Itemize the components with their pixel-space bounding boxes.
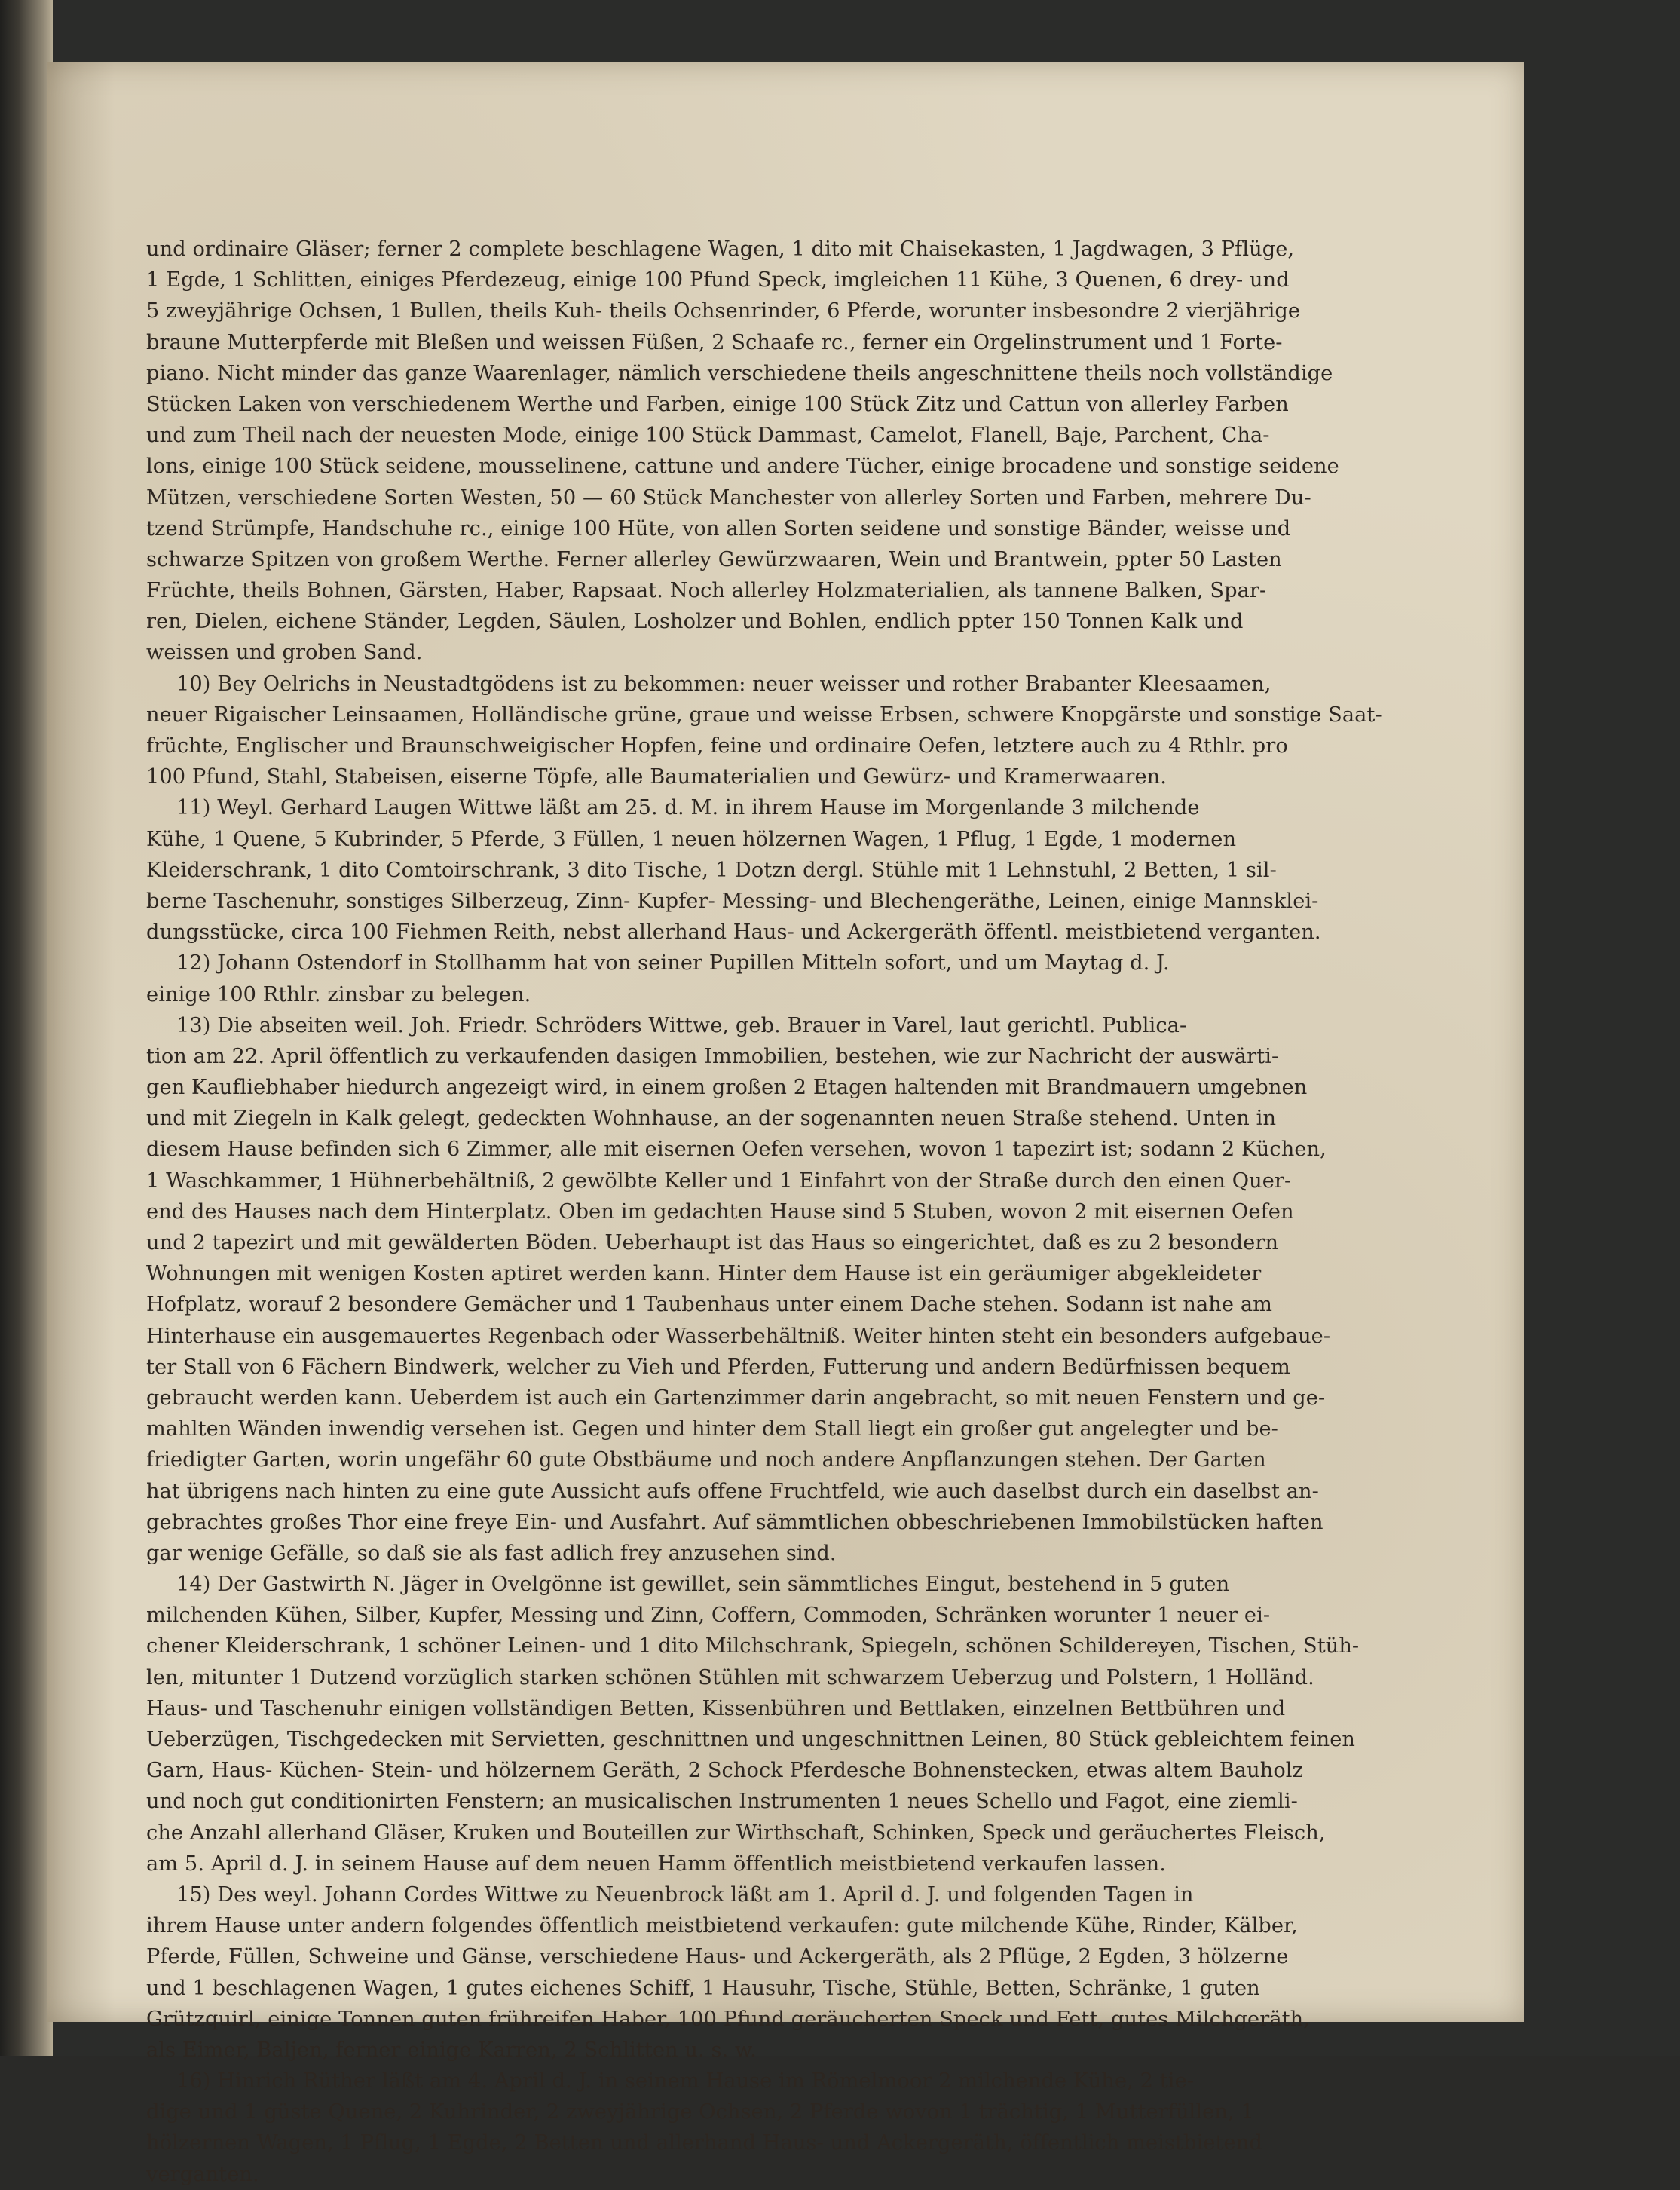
text-line: gar wenige Gefälle, so daß sie als fast adlich frey anzusehen sind. bbox=[146, 1541, 837, 1565]
text-line: und zum Theil nach der neuesten Mode, einige 100 Stück Dammast, Camelot, Flanell, Baje, Parchent, Cha- bbox=[146, 424, 1270, 448]
text-line: Haus- und Taschenuhr einigen vollständigen Betten, Kissenbühren und Bettlaken, einzelnen Bettbühren und bbox=[146, 1696, 1286, 1720]
text-line: tzend Strümpfe, Handschuhe rc., einige 100 Hüte, von allen Sorten seidene und sonstige Bänder, weisse und bbox=[146, 516, 1291, 541]
text-line: piano. Nicht minder das ganze Waarenlager, nämlich verschiedene theils angeschnittene theils noch vollständige bbox=[146, 361, 1333, 385]
text-line: ren, Dielen, eichene Ständer, Legden, Säulen, Losholzer und Bohlen, endlich ppter 150 Tonnen Kalk und bbox=[146, 610, 1244, 634]
text-line: 14) Der Gastwirth N. Jäger in Ovelgönne ist gewillet, sein sämmtliches Eingut, bestehend in 5 guten bbox=[176, 1573, 1230, 1597]
text-line: chener Kleiderschrank, 1 schöner Leinen- und 1 dito Milchschrank, Spiegeln, schönen Schildereyen, Tischen, Stüh- bbox=[146, 1634, 1360, 1659]
text-line: Pferde, Füllen, Schweine und Gänse, verschiedene Haus- und Ackergeräth, als 2 Pflüge, 2 Egden, 3 hölzerne bbox=[146, 1945, 1289, 1969]
text-line: 15) Des weyl. Johann Cordes Wittwe zu Neuenbrock läßt am 1. April d. J. und folgenden Tagen in bbox=[176, 1882, 1194, 1907]
text-line: braune Mutterpferde mit Bleßen und weissen Füßen, 2 Schaafe rc., ferner ein Orgelinstrument und 1 Forte- bbox=[146, 330, 1283, 354]
text-line: 13) Die abseiten weil. Joh. Friedr. Schröders Wittwe, geb. Brauer in Varel, laut gerichtl. Publica- bbox=[176, 1013, 1187, 1037]
left-page-edge bbox=[0, 0, 53, 2056]
text-line: lons, einige 100 Stück seidene, mousselinene, cattune und andere Tücher, einige brocadene und sonstige seidene bbox=[146, 455, 1339, 479]
text-line: dungsstücke, circa 100 Fiehmen Reith, nebst allerhand Haus- und Ackergeräth öffentl. meistbietend verganten. bbox=[146, 920, 1321, 945]
text-line: 10) Bey Oelrichs in Neustadtgödens ist zu bekommen: neuer weisser und rother Brabanter Kleesaamen, bbox=[176, 672, 1271, 696]
text-line: verganten. bbox=[146, 2162, 259, 2186]
text-line: und noch gut conditionirten Fenstern; an musicalischen Instrumenten 1 neues Schello und Fagot, eine ziemli- bbox=[146, 1790, 1298, 1814]
text-line: 11) Weyl. Gerhard Laugen Wittwe läßt am 25. d. M. in ihrem Hause im Morgenlande 3 milchende bbox=[176, 796, 1200, 820]
text-line: Kleiderschrank, 1 dito Comtoirschrank, 3 dito Tische, 1 Dotzn dergl. Stühle mit 1 Lehnstuhl, 2 Betten, 1 sil- bbox=[146, 858, 1277, 882]
page-text bbox=[146, 234, 1443, 2186]
text-line: friedigter Garten, worin ungefähr 60 gute Obstbäume und noch andere Anpflanzungen stehen. Der Garten bbox=[146, 1448, 1266, 1472]
text-line: Ueberzügen, Tischgedecken mit Servietten, geschnittnen und ungeschnittnen Leinen, 80 Stück gebleichtem feinen bbox=[146, 1728, 1356, 1751]
text-line: gen Kaufliebhaber hiedurch angezeigt wird, in einem großen 2 Etagen haltenden mit Brandmauern umgebnen bbox=[146, 1076, 1308, 1100]
text-line: hat übrigens nach hinten zu eine gute Aussicht aufs offene Fruchtfeld, wie auch daselbst durch ein daselbst an- bbox=[146, 1479, 1319, 1503]
text-line: 1 Waschkammer, 1 Hühnerbehältniß, 2 gewölbte Keller und 1 Einfahrt von der Straße durch den einen Quer- bbox=[146, 1169, 1292, 1193]
text-line: und mit Ziegeln in Kalk gelegt, gedeckten Wohnhause, an der sogenannten neuen Straße stehend. Unten in bbox=[146, 1107, 1277, 1131]
text-line: ihrem Hause unter andern folgendes öffentlich meistbietend verkaufen: gute milchende Kühe, Rinder, Kälber, bbox=[146, 1914, 1298, 1938]
text-line: am 5. April d. J. in seinem Hause auf dem neuen Hamm öffentlich meistbietend verkaufen lassen. bbox=[146, 1852, 1166, 1876]
text-line: hölzernen Wagen, 1 Pflug, 1 Egde, 2 Betten und allerhand Haus- und Ackergeräth, öffentlich meistbietend bbox=[146, 2131, 1262, 2155]
text-line: gebraucht werden kann. Ueberdem ist auch ein Gartenzimmer darin angebracht, so mit neuen Fenstern und ge- bbox=[146, 1386, 1326, 1410]
text-line: Garn, Haus- Küchen- Stein- und hölzernem Geräth, 2 Schock Pferdesche Bohnenstecken, etwas altem Bauholz bbox=[146, 1759, 1304, 1783]
text-line: che Anzahl allerhand Gläser, Kruken und Bouteillen zur Wirthschaft, Schinken, Speck und geräuchertes Fleisch, bbox=[146, 1821, 1326, 1845]
text-line: milchenden Kühen, Silber, Kupfer, Messing und Zinn, Coffern, Commoden, Schränken worunter 1 neuer ei- bbox=[146, 1603, 1271, 1628]
text-line: Wohnungen mit wenigen Kosten aptiret werden kann. Hinter dem Hause ist ein geräumiger abgekleideter bbox=[146, 1262, 1262, 1286]
text-line: 12) Johann Ostendorf in Stollhamm hat von seiner Pupillen Mitteln sofort, und um Maytag d. J. bbox=[176, 951, 1170, 976]
text-line: und 2 tapezirt und mit gewälderten Böden. Ueberhaupt ist das Haus so eingerichtet, daß es zu 2 besondern bbox=[146, 1231, 1279, 1254]
text-line: 1 Egde, 1 Schlitten, einiges Pferdezeug, einige 100 Pfund Speck, imgleichen 11 Kühe, 3 Quenen, 6 drey- und bbox=[146, 268, 1290, 293]
text-line: len, mitunter 1 Dutzend vorzüglich starken schönen Stühlen mit schwarzem Ueberzug und Polstern, 1 Holländ. bbox=[146, 1665, 1314, 1689]
text-line: einige 100 Rthlr. zinsbar zu belegen. bbox=[146, 982, 531, 1006]
text-line: diesem Hause befinden sich 6 Zimmer, alle mit eisernen Oefen versehen, wovon 1 tapezirt ist; sodann 2 Küchen, bbox=[146, 1138, 1327, 1162]
text-line: als Eimer, Baljen, ferner einige Karren, 2 Schlitten u. s. w. bbox=[146, 2038, 757, 2062]
text-line: end des Hauses nach dem Hinterplatz. Oben im gedachten Hause sind 5 Stuben, wovon 2 mit eisernen Oefen bbox=[146, 1199, 1294, 1224]
text-line: und 1 beschlagenen Wagen, 1 gutes eichenes Schiff, 1 Hausuhr, Tische, Stühle, Betten, Schränke, 1 guten bbox=[146, 1976, 1260, 2000]
text-line: neuer Rigaischer Leinsaamen, Holländische grüne, graue und weisse Erbsen, schwere Knopgärste und sonstige Saat- bbox=[146, 703, 1382, 727]
text-line: tion am 22. April öffentlich zu verkaufenden dasigen Immobilien, bestehen, wie zur Nachricht der auswärti- bbox=[146, 1044, 1279, 1068]
text-line: ter Stall von 6 Fächern Bindwerk, welcher zu Vieh und Pferden, Futterung und andern Bedürfnissen bequem bbox=[146, 1355, 1290, 1379]
text-line: dige und 1 güste Quene, 2 Kuhrinder, 2 zweyjährige Ochsen, 2 Pferde wovon 1 trächtig, 1 Mutterfüllen, 1 bbox=[146, 2100, 1254, 2124]
text-line: früchte, Englischer und Braunschweigischer Hopfen, feine und ordinaire Oefen, letztere auch zu 4 Rthlr. pro bbox=[146, 734, 1288, 758]
text-line: Hofplatz, worauf 2 besondere Gemächer und 1 Taubenhaus unter einem Dache stehen. Sodann ist nahe am bbox=[146, 1293, 1273, 1317]
text-line: Stücken Laken von verschiedenem Werthe und Farben, einige 100 Stück Zitz und Cattun von allerley Farben bbox=[146, 392, 1289, 416]
text-line: 5 zweyjährige Ochsen, 1 Bullen, theils Kuh- theils Ochsenrinder, 6 Pferde, worunter insbesondre 2 vierjährige bbox=[146, 299, 1301, 323]
text-line: berne Taschenuhr, sonstiges Silberzeug, Zinn- Kupfer- Messing- und Blechengeräthe, Leinen, einige Mannsklei- bbox=[146, 889, 1319, 913]
text-line: 16) Hinrich Rüther läßt am 4. April d. J. in seinem Hause im Römelmoor 2 milchende Kühe, 2 tie- bbox=[176, 2069, 1195, 2094]
text-line: schwarze Spitzen von großem Werthe. Ferner allerley Gewürzwaaren, Wein und Brantwein, ppter 50 Lasten bbox=[146, 547, 1282, 571]
text-line: 100 Pfund, Stahl, Stabeisen, eiserne Töpfe, alle Baumaterialien und Gewürz- und Kramerwaaren. bbox=[146, 765, 1167, 789]
text-line: weissen und groben Sand. bbox=[146, 641, 423, 665]
text-line: Früchte, theils Bohnen, Gärsten, Haber, Rapsaat. Noch allerley Holzmaterialien, als tannene Balken, Spar- bbox=[146, 579, 1267, 603]
text-line: Mützen, verschiedene Sorten Westen, 50 — 60 Stück Manchester von allerley Sorten und Farben, mehrere Du- bbox=[146, 485, 1311, 510]
text-line: Grützquirl, einige Tonnen guten frühreifen Haber, 100 Pfund geräucherten Speck und Fett, gutes Milchgeräth, bbox=[146, 2007, 1311, 2031]
text-line: Hinterhause ein ausgemauertes Regenbach oder Wasserbehältniß. Weiter hinten steht ein besonders aufgebaue- bbox=[146, 1324, 1331, 1348]
text-line: und ordinaire Gläser; ferner 2 complete beschlagene Wagen, 1 dito mit Chaisekasten, 1 Jagdwagen, 3 Pflüge, bbox=[146, 237, 1295, 261]
text-line: gebrachtes großes Thor eine freye Ein- und Ausfahrt. Auf sämmtlichen obbeschriebenen Immobilstücken haften bbox=[146, 1510, 1323, 1534]
text-line: mahlten Wänden inwendig versehen ist. Gegen und hinter dem Stall liegt ein großer gut angelegter und be- bbox=[146, 1417, 1278, 1441]
document-page bbox=[47, 62, 1524, 2186]
text-line: Kühe, 1 Quene, 5 Kubrinder, 5 Pferde, 3 Füllen, 1 neuen hölzernen Wagen, 1 Pflug, 1 Egde, 1 modernen bbox=[146, 827, 1237, 851]
